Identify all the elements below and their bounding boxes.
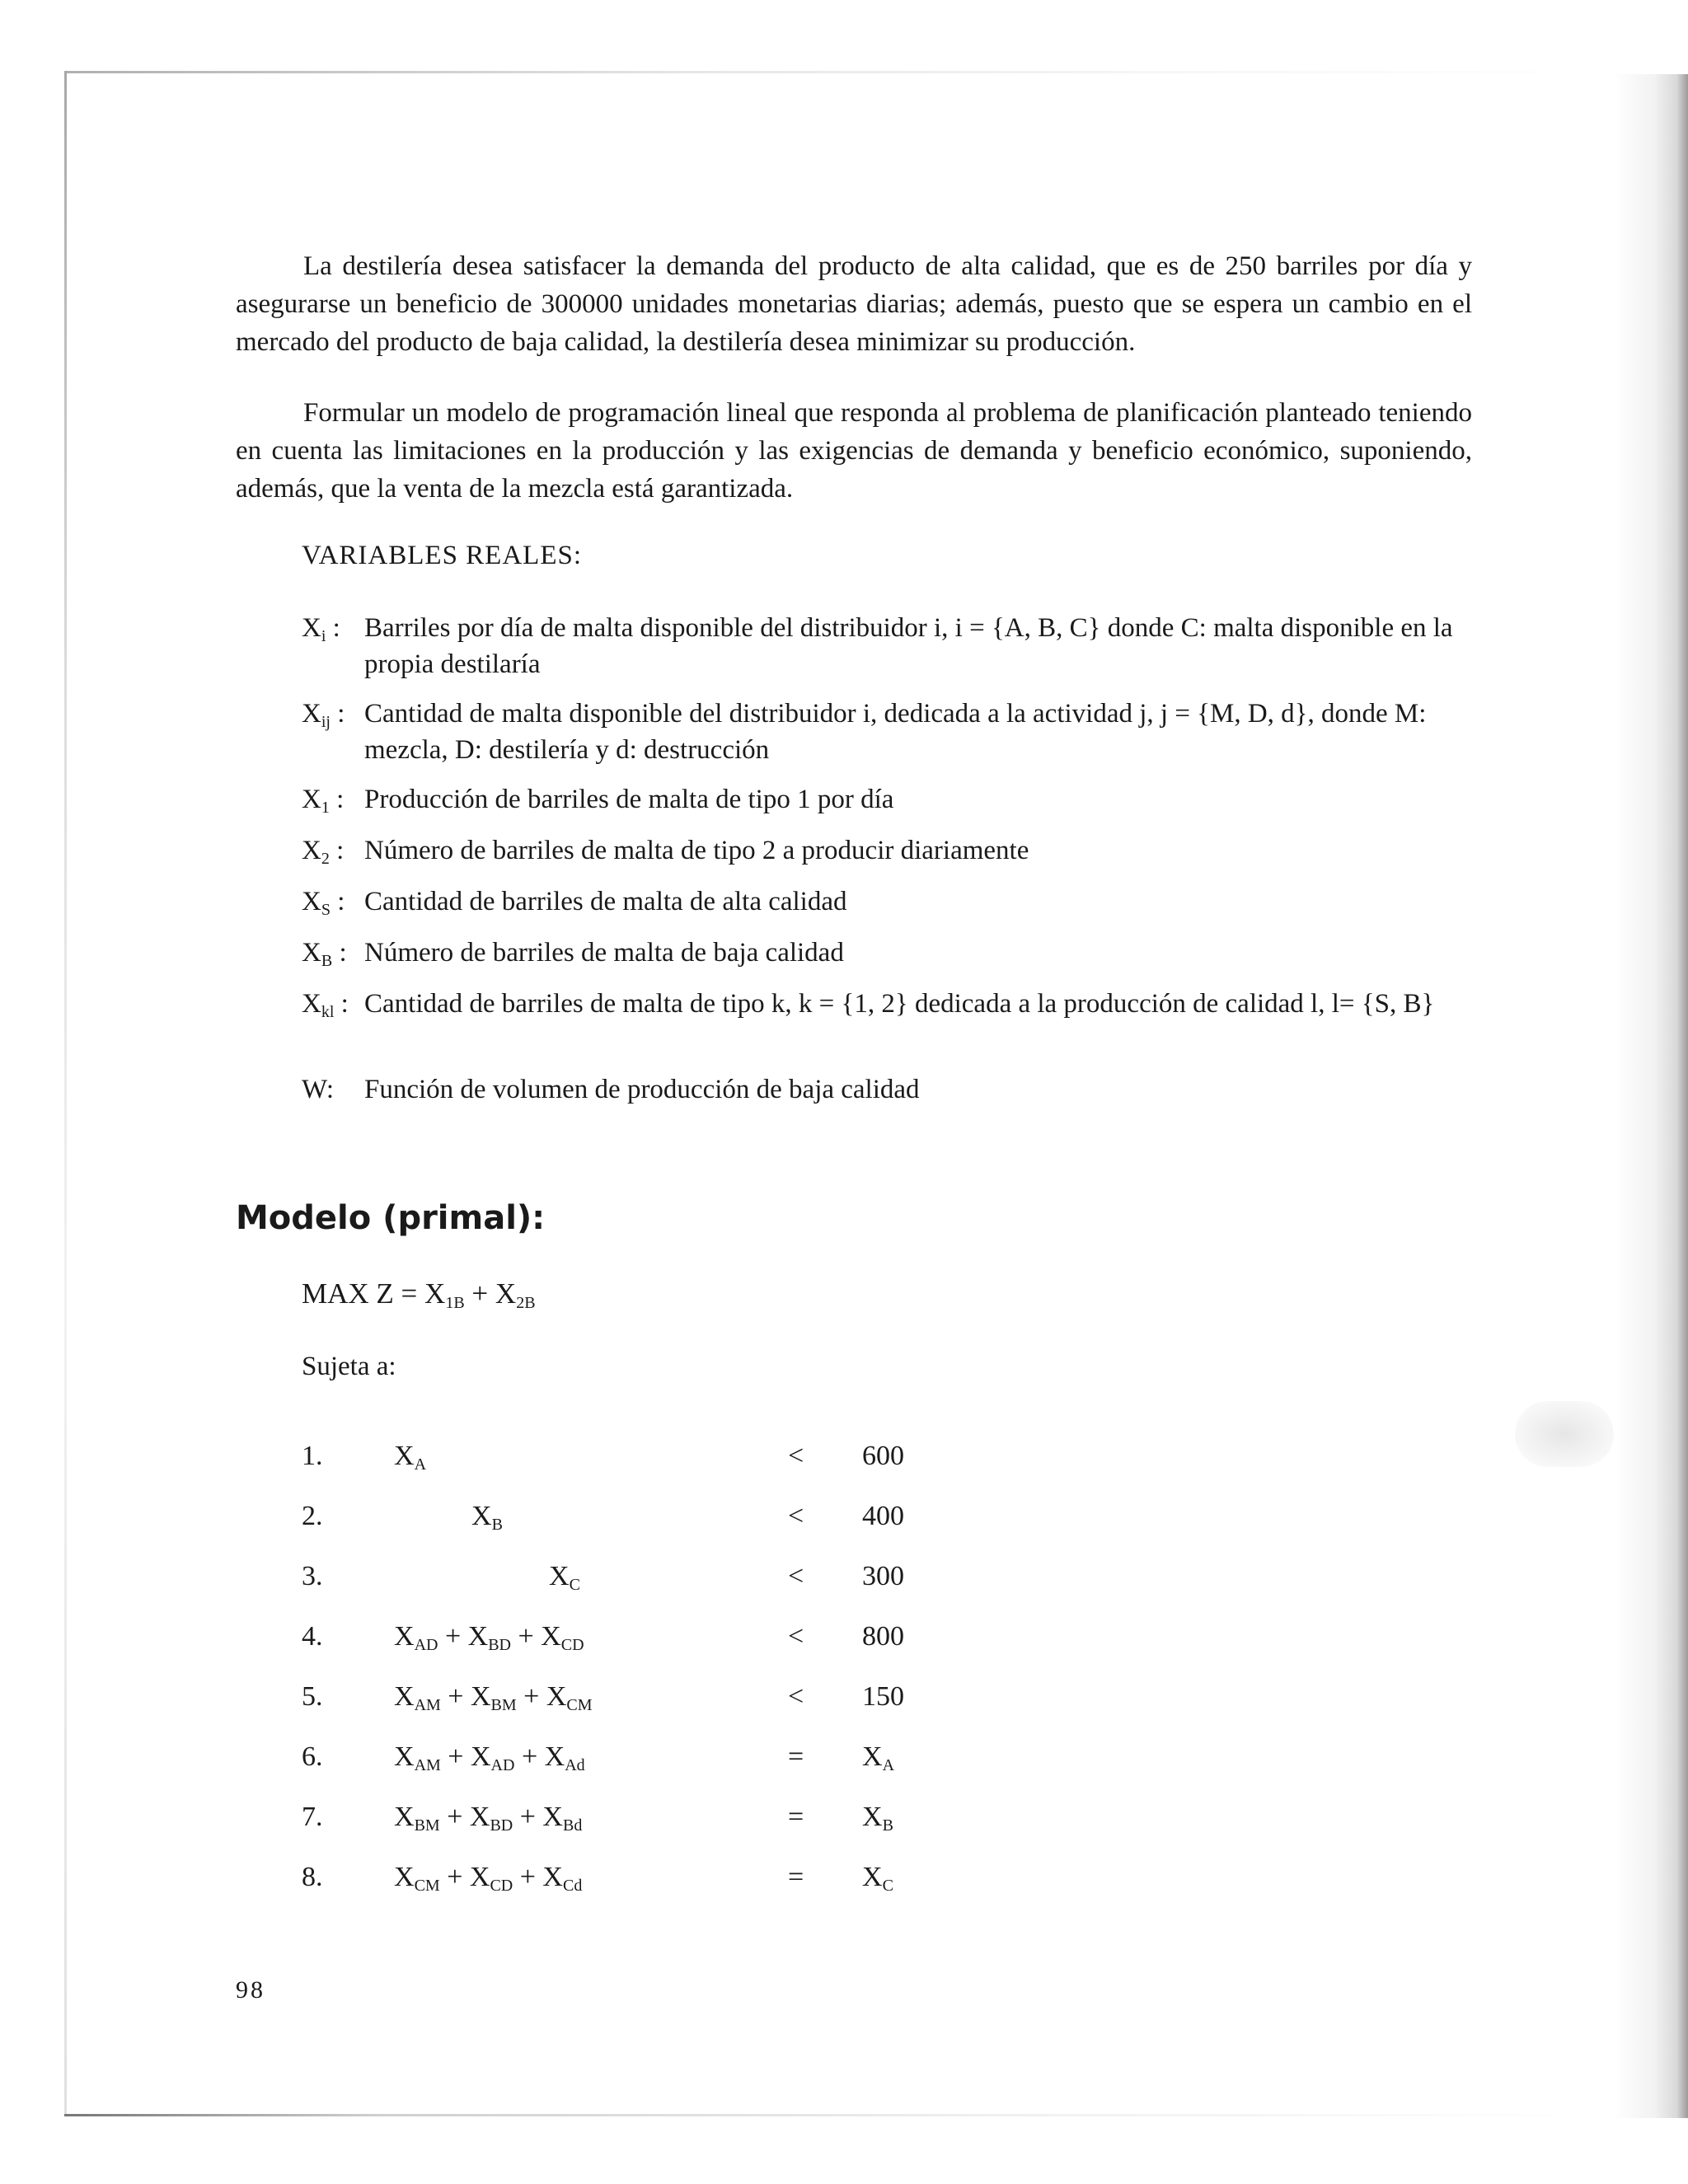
constraint-expression (471, 1501, 503, 1532)
variable-subscript: 2 (321, 850, 330, 868)
constraint-row (302, 1681, 961, 1731)
constraint-rhs: 400 (862, 1501, 904, 1531)
variable-separator: : (326, 613, 340, 643)
variable-subscript: A (414, 1455, 427, 1474)
variable-symbol: X (541, 1621, 561, 1652)
variable-subscript: B (321, 952, 333, 970)
constraint-expression (394, 1802, 582, 1833)
constraint-number: 5. (302, 1681, 323, 1712)
constraint-expression (394, 1621, 584, 1652)
scan-edge (64, 2114, 1614, 2116)
variable-symbol: X (302, 887, 321, 916)
constraint-row (302, 1741, 961, 1791)
variable-subscript: ij (321, 713, 331, 731)
constraint-operator: < (788, 1441, 804, 1471)
constraint-number: 1. (302, 1441, 323, 1471)
constraint-rhs: 150 (862, 1681, 904, 1712)
variable-subscript: CM (566, 1696, 593, 1714)
variable-symbol: X (546, 1681, 567, 1712)
variable-symbol: X (424, 1277, 446, 1310)
scan-shadow (1515, 1401, 1614, 1467)
variable-symbol: X (394, 1681, 415, 1712)
variable-name (302, 935, 368, 971)
variable-symbol: X (394, 1441, 415, 1471)
variable-name (302, 781, 368, 818)
constraint-operator: = (788, 1741, 804, 1772)
variable-subscript: B (491, 1516, 503, 1534)
variable-subscript: C (569, 1576, 580, 1594)
variable-symbol: X (302, 938, 321, 968)
plus-sign: + (514, 1741, 545, 1772)
subject-to-label: Sujeta a: (302, 1352, 396, 1381)
constraint-row (302, 1862, 961, 1911)
constraint-row (302, 1441, 961, 1490)
variable-symbol: X (544, 1741, 565, 1772)
plus-sign: + (513, 1802, 543, 1832)
scan-edge (1614, 74, 1688, 2118)
variable-symbol: X (549, 1561, 570, 1591)
variable-symbol: X (394, 1802, 415, 1832)
constraint-number: 7. (302, 1802, 323, 1832)
variable-subscript: BD (488, 1636, 511, 1654)
variables-heading: VARIABLES REALES: (302, 541, 583, 570)
plus-sign: + (513, 1862, 543, 1892)
variable-symbol: X (862, 1802, 883, 1832)
constraint-row (302, 1802, 961, 1851)
variable-symbol: X (394, 1741, 415, 1772)
constraint-row (302, 1621, 961, 1671)
variable-symbol: X (469, 1862, 490, 1892)
variable-subscript: C (882, 1877, 893, 1895)
constraint-expression (394, 1681, 593, 1713)
variable-subscript: Cd (562, 1877, 583, 1895)
variable-description: Cantidad de malta disponible del distribuidor i, dedicada a la actividad j, j = {M, D, d}, donde M: mezcla, D: destilería y d: destrucción (364, 699, 1427, 765)
constraint-rhs (862, 1741, 894, 1773)
variable-name (302, 1071, 368, 1108)
variable-subscript: AD (414, 1636, 438, 1654)
plus-sign: + (438, 1621, 468, 1652)
variable-subscript: BD (490, 1816, 513, 1835)
variable-description: Número de barriles de malta de baja calidad (364, 938, 844, 968)
variable-subscript: BM (490, 1696, 517, 1714)
constraint-expression (549, 1561, 580, 1592)
task-paragraph: Formular un modelo de programación lineal que responda al problema de planificación planteado teniendo en cuenta las limitaciones en la producción y las exigencias de demanda y beneficio económico, suponiendo, además, que la venta de la mezcla está garantizada. (236, 398, 1472, 504)
constraint-number: 3. (302, 1561, 323, 1591)
constraint-rhs: 300 (862, 1561, 904, 1591)
variable-symbol: X (862, 1741, 883, 1772)
constraint-operator: < (788, 1681, 804, 1712)
variable-subscript: i (321, 627, 326, 645)
variable-symbol: X (862, 1862, 883, 1892)
intro-paragraph: La destilería desea satisfacer la demanda del producto de alta calidad, que es de 250 barriles por día y asegurarse un beneficio de 300000 unidades monetarias diarias; además, puesto que se espera un cambio en el mercado del producto de baja calidad, la destilería desea minimizar su producción. (236, 251, 1472, 357)
constraint-expression (394, 1741, 585, 1773)
variable-symbol: X (467, 1621, 489, 1652)
variable-description: Barriles por día de malta disponible del distribuidor i, i = {A, B, C} donde C: malta disponible en la propia destilaría (364, 613, 1453, 679)
variable-separator: : (330, 887, 345, 916)
variable-subscript: BM (414, 1816, 440, 1835)
variable-description: Función de volumen de producción de baja calidad (364, 1075, 920, 1104)
variable-symbol: X (470, 1681, 491, 1712)
constraint-rhs (862, 1802, 893, 1833)
plus-sign: + (440, 1681, 471, 1712)
variable-name (302, 986, 368, 1022)
variable-separator: : (334, 989, 349, 1019)
variable-symbol: X (302, 699, 321, 729)
variable-subscript: AM (414, 1696, 441, 1714)
constraint-operator: = (788, 1862, 804, 1892)
variable-symbol: X (471, 1501, 492, 1531)
plus-sign: + (464, 1277, 495, 1310)
constraint-operator: = (788, 1802, 804, 1832)
variable-symbol: X (394, 1621, 415, 1652)
variable-subscript: B (882, 1816, 893, 1835)
constraint-row (302, 1561, 961, 1610)
constraint-operator: < (788, 1501, 804, 1531)
variable-symbol: X (470, 1741, 491, 1772)
variable-name (302, 832, 368, 869)
variable-symbol: X (302, 989, 321, 1019)
variable-separator: : (332, 938, 347, 968)
constraint-expression (394, 1441, 426, 1472)
variable-subscript: CM (414, 1877, 440, 1895)
constraint-row (302, 1501, 961, 1550)
variable-symbol: X (394, 1862, 415, 1892)
constraint-number: 2. (302, 1501, 323, 1531)
variable-description: Cantidad de barriles de malta de tipo k, k = {1, 2} dedicada a la producción de calidad l, l= {S, B} (364, 989, 1435, 1019)
variable-symbol: X (302, 785, 321, 814)
variable-subscript: CD (560, 1636, 584, 1654)
constraint-number: 6. (302, 1741, 323, 1772)
variable-symbol: X (469, 1802, 490, 1832)
variable-subscript: Ad (565, 1756, 585, 1774)
variable-subscript: AM (414, 1756, 441, 1774)
variable-subscript: A (882, 1756, 895, 1774)
variable-symbol: X (542, 1802, 563, 1832)
variable-symbol: X (302, 836, 321, 865)
variable-separator: : (329, 836, 345, 865)
variable-subscript: Bd (562, 1816, 583, 1835)
model-title: Modelo (primal): (236, 1199, 546, 1237)
variable-separator: : (330, 699, 345, 729)
variable-subscript: S (321, 901, 331, 919)
variable-description: Número de barriles de malta de tipo 2 a producir diariamente (364, 836, 1029, 865)
constraint-number: 4. (302, 1621, 323, 1652)
plus-sign: + (439, 1862, 470, 1892)
plus-sign: + (440, 1741, 471, 1772)
constraint-expression (394, 1862, 582, 1893)
page-number: 98 (236, 1976, 265, 2004)
variable-description: Cantidad de barriles de malta de alta calidad (364, 887, 847, 916)
constraint-number: 8. (302, 1862, 323, 1892)
variable-subscript: 2B (516, 1294, 536, 1312)
plus-sign: + (439, 1802, 470, 1832)
variable-subscript: AD (490, 1756, 515, 1774)
constraint-rhs (862, 1862, 893, 1893)
constraint-rhs: 600 (862, 1441, 904, 1471)
objective-prefix: MAX Z = (302, 1277, 425, 1310)
variable-name (302, 610, 368, 646)
variable-subscript: 1B (445, 1294, 465, 1312)
variable-subscript: kl (321, 1003, 335, 1021)
scan-edge (64, 71, 67, 2115)
constraint-operator: < (788, 1561, 804, 1591)
variable-symbol: X (302, 613, 321, 643)
variable-symbol: W: (302, 1075, 335, 1104)
plus-sign: + (511, 1621, 542, 1652)
constraints-list (302, 1441, 961, 1935)
constraint-rhs: 800 (862, 1621, 904, 1652)
scan-edge (64, 71, 1614, 73)
variable-separator: : (329, 785, 345, 814)
objective-function (302, 1277, 536, 1310)
variable-name (302, 696, 368, 732)
variable-description: Producción de barriles de malta de tipo 1 por día (364, 785, 894, 814)
variable-subscript: CD (490, 1877, 513, 1895)
variable-symbol: X (495, 1277, 517, 1310)
plus-sign: + (516, 1681, 546, 1712)
constraint-operator: < (788, 1621, 804, 1652)
variable-subscript: 1 (321, 799, 330, 817)
variable-symbol: X (542, 1862, 563, 1892)
variable-name (302, 883, 368, 920)
